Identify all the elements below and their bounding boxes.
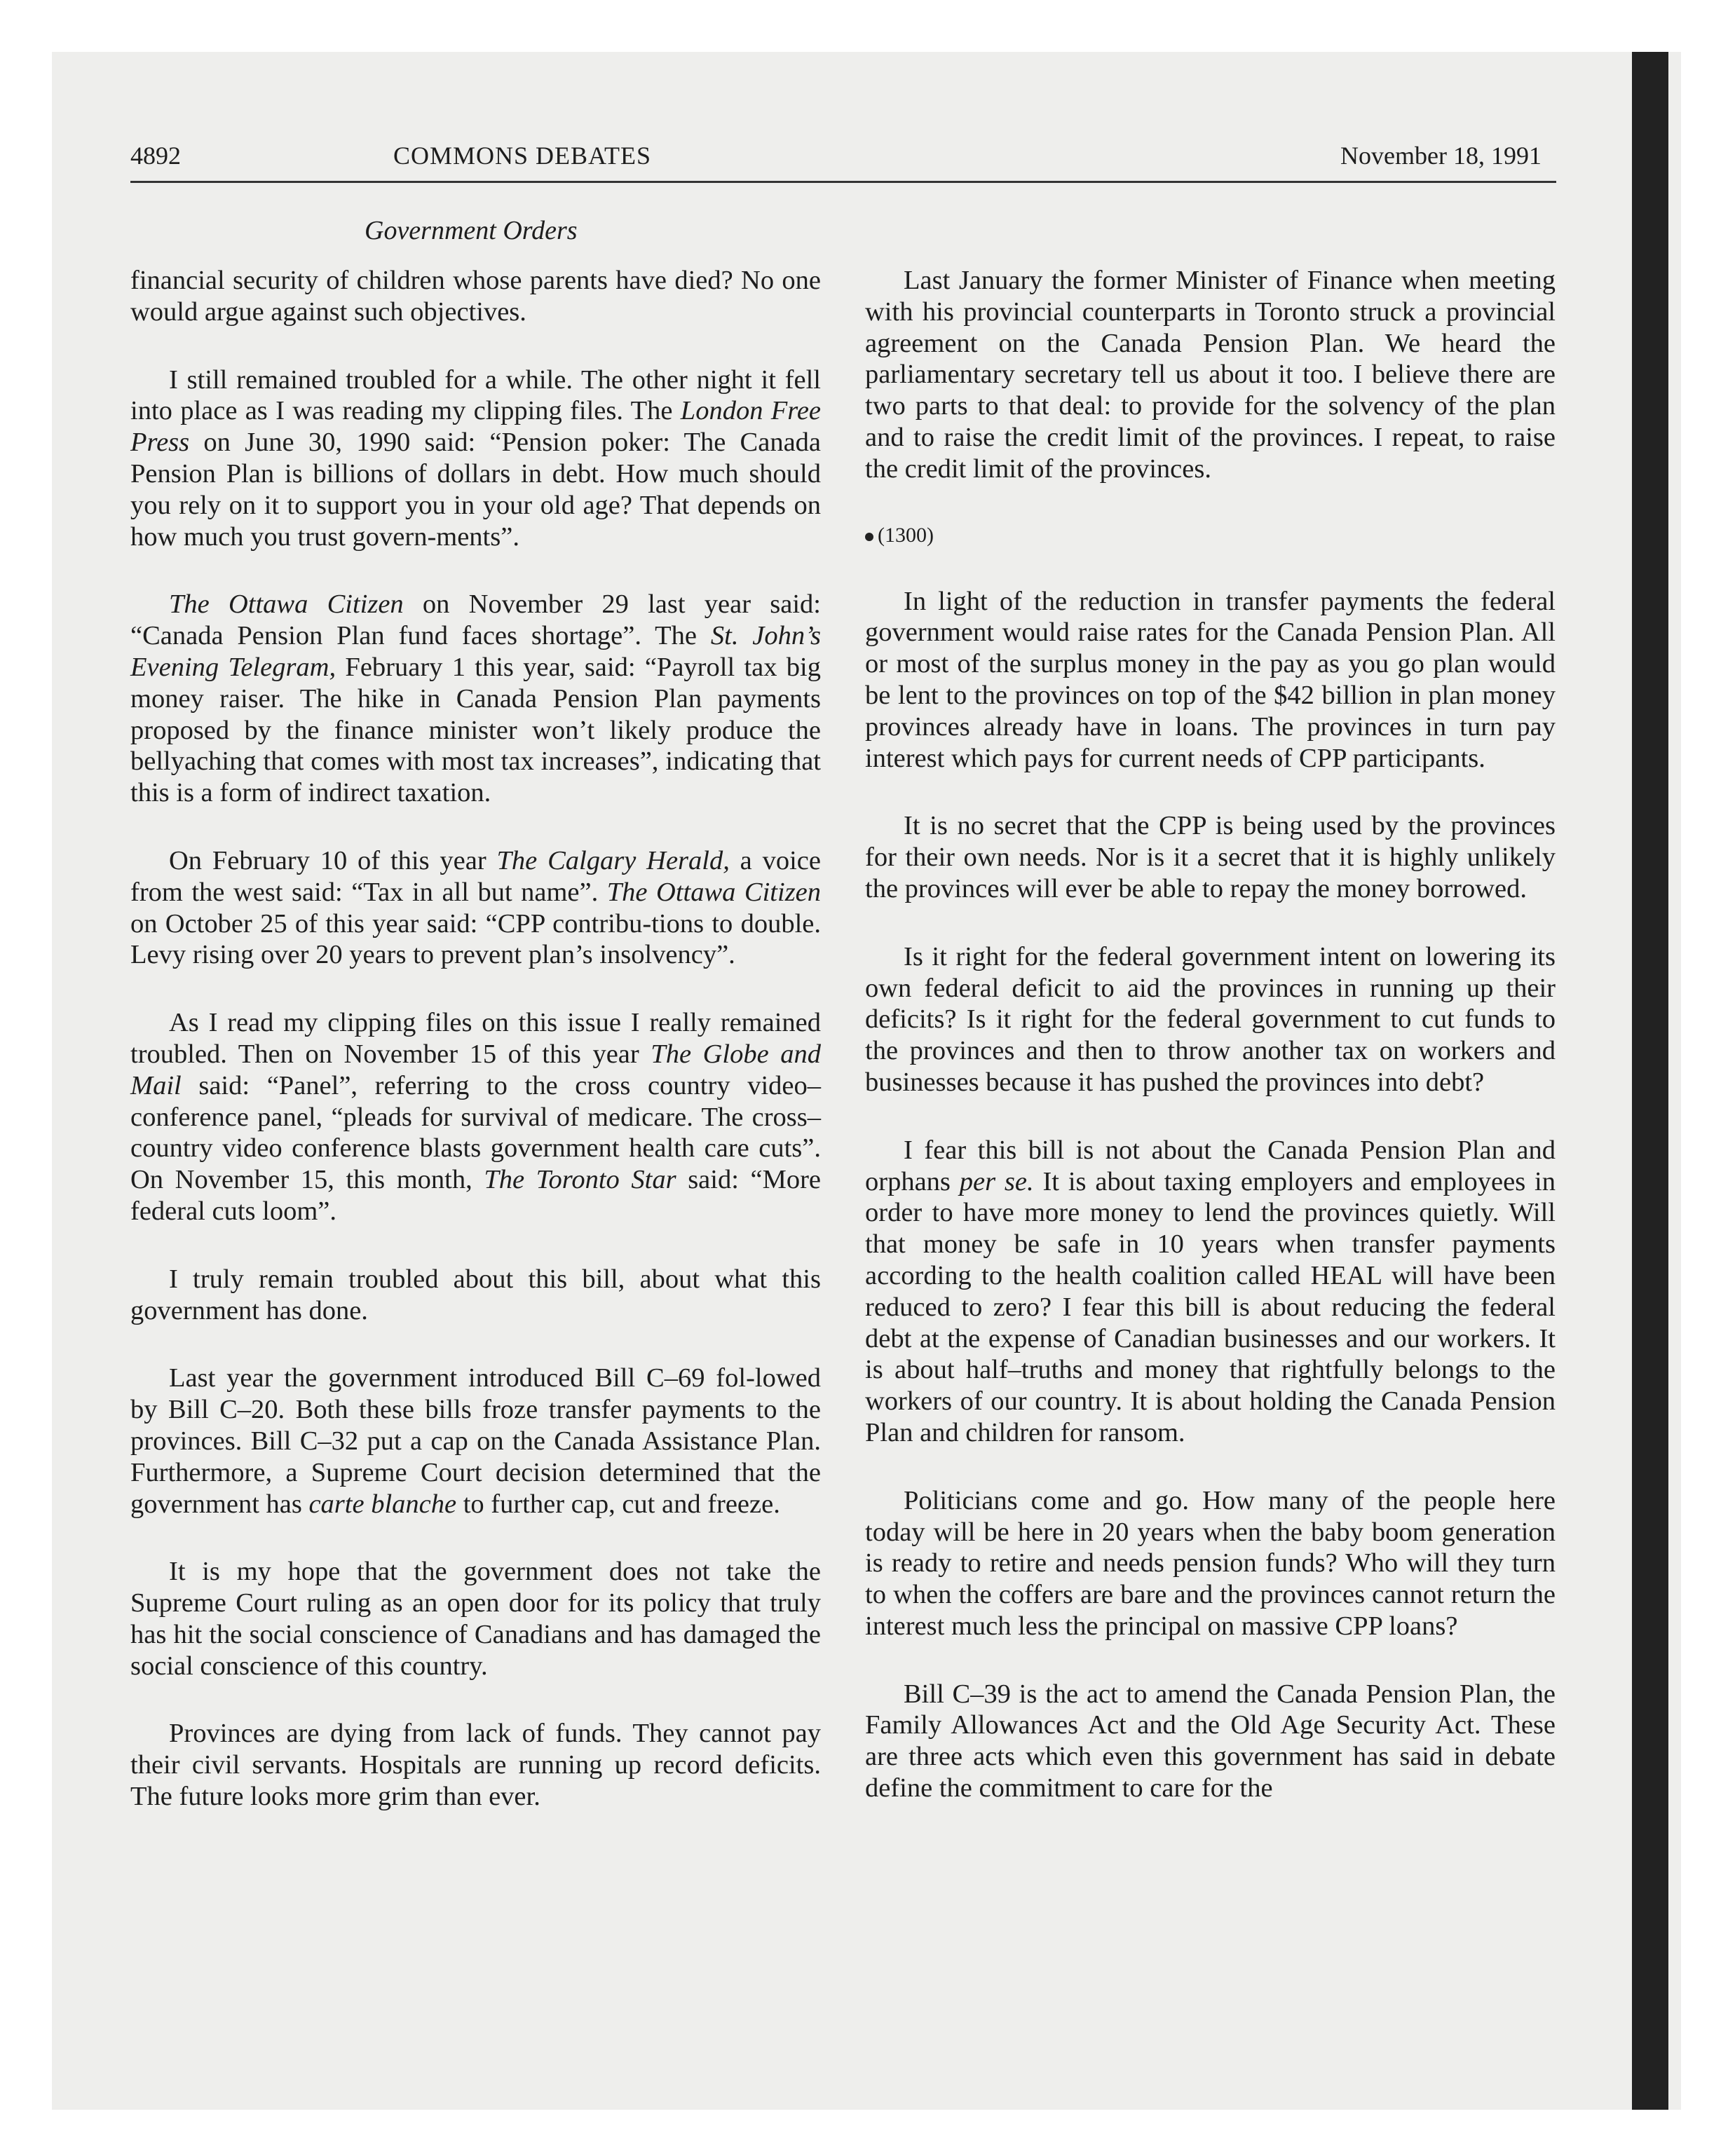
publication-title: COMMONS DEBATES	[393, 142, 652, 170]
time-marker: (1300)	[865, 521, 1556, 550]
paragraph: Bill C–39 is the act to amend the Canada Pension Plan, the Family Allowances Act and the Old Age Security Act. These are three acts which even this government has said in debate define the commitment to care for the	[865, 1679, 1556, 1803]
paragraph: On February 10 of this year The Calgary Herald, a voice from the west said: “Tax in all but name”. The Ottawa Citizen on October 25 of this year said: “CPP contribu-tions to double. Levy rising over 20 years to prevent plan’s insolvency”.	[130, 845, 822, 970]
paragraph: financial security of children whose parents have died? No one would argue against such objectives.	[130, 266, 821, 327]
bullet-icon	[865, 533, 873, 541]
header-rule	[130, 181, 1556, 183]
page-number: 4892	[130, 142, 181, 170]
paragraph: In light of the reduction in transfer payments the federal government would raise rates for the Canada Pension Plan. All or most of the surplus money in the pay as you go plan would be lent to the provinces on top of the $42 billion in plan money provinces already have in loans. The provinces in turn pay interest which pays for current needs of CPP participants.	[865, 586, 1556, 773]
right-column	[865, 265, 1556, 1841]
paragraph: I fear this bill is not about the Canada Pension Plan and orphans per se. It is about taxing employers and employees in order to have more money to lend the provinces quietly. Will that money be safe in 10 years when transfer payments according to the health coalition called HEAL will have been reduced to zero? I fear this bill is about reducing the federal debt at the expense of Canadian businesses and our workers. It is about half–truths and money that rightfully belongs to the workers of our country. It is about holding the Canada Pension Plan and children for ransom.	[865, 1135, 1556, 1447]
paragraph: It is no secret that the CPP is being used by the provinces for their own needs. Nor is it a secret that it is highly unlikely the provinces will ever be able to repay the money borrowed.	[865, 811, 1556, 903]
paragraph: I still remained troubled for a while. The other night it fell into place as I was reading my clipping files. The London Free Press on June 30, 1990 said: “Pension poker: The Canada Pension Plan is billions of dollars in debt. How much should you rely on it to support you in your old age? That depends on how much you trust govern-ments”.	[130, 364, 821, 552]
paragraph: Politicians come and go. How many of the people here today will be here in 20 years when the baby boom generation is ready to retire and needs pension funds? Who will they turn to when the coffers are bare and the provinces cannot return the interest much less the principal on massive CPP loans?	[865, 1485, 1556, 1641]
paragraph: It is my hope that the government does not take the Supreme Court ruling as an open door for its policy that truly has hit the social conscience of Canadians and has damaged the social conscience of this country.	[130, 1557, 821, 1681]
publication-date: November 18, 1991	[1340, 142, 1542, 170]
scan-edge-shadow	[1632, 52, 1668, 2110]
paragraph: Last year the government introduced Bill C–69 fol-lowed by Bill C–20. Both these bills froze transfer payments to the provinces. Bill C–32 put a cap on the Canada Assistance Plan. Furthermore, a Supreme Court decision determined that the government has carte blanche to further cap, cut and freeze.	[130, 1363, 821, 1519]
paragraph: Provinces are dying from lack of funds. They cannot pay their civil servants. Hospitals are running up record deficits. The future looks more grim than ever.	[130, 1719, 821, 1812]
paragraph: The Ottawa Citizen on November 29 last year said: “Canada Pension Plan fund faces shortage”. The St. John’s Evening Telegram, February 1 this year, said: “Payroll tax big money raiser. The hike in Canada Pension Plan payments proposed by the finance minister won’t likely produce the bellyaching that comes with most tax increases”, indicating that this is a form of indirect taxation.	[130, 589, 822, 808]
section-title: Government Orders	[365, 216, 578, 245]
left-column	[130, 265, 821, 1849]
paragraph: Is it right for the federal government intent on lowering its own federal deficit to aid the provinces in running up their deficits? Is it right for the federal government to cut funds to the provinces and then to throw another tax on workers and businesses because it has pushed the provinces into debt?	[865, 941, 1556, 1097]
paragraph: As I read my clipping files on this issue I really remained troubled. Then on November 15 of this year The Globe and Mail said: “Panel”, referring to the cross country video–conference panel, “pleads for survival of medicare. The cross–country video conference blasts government health care cuts”. On November 15, this month, The Toronto Star said: “More federal cuts loom”.	[130, 1008, 821, 1226]
paragraph: I truly remain troubled about this bill, about what this government has done.	[130, 1264, 821, 1325]
paragraph: Last January the former Minister of Finance when meeting with his provincial counterparts in Toronto struck a provincial agreement on the Canada Pension Plan. We heard the parliamentary secretary tell us about it too. I believe there are two parts to that deal: to provide for the solvency of the plan and to raise the credit limit of the provinces. I repeat, to raise the credit limit of the provinces.	[865, 266, 1556, 484]
